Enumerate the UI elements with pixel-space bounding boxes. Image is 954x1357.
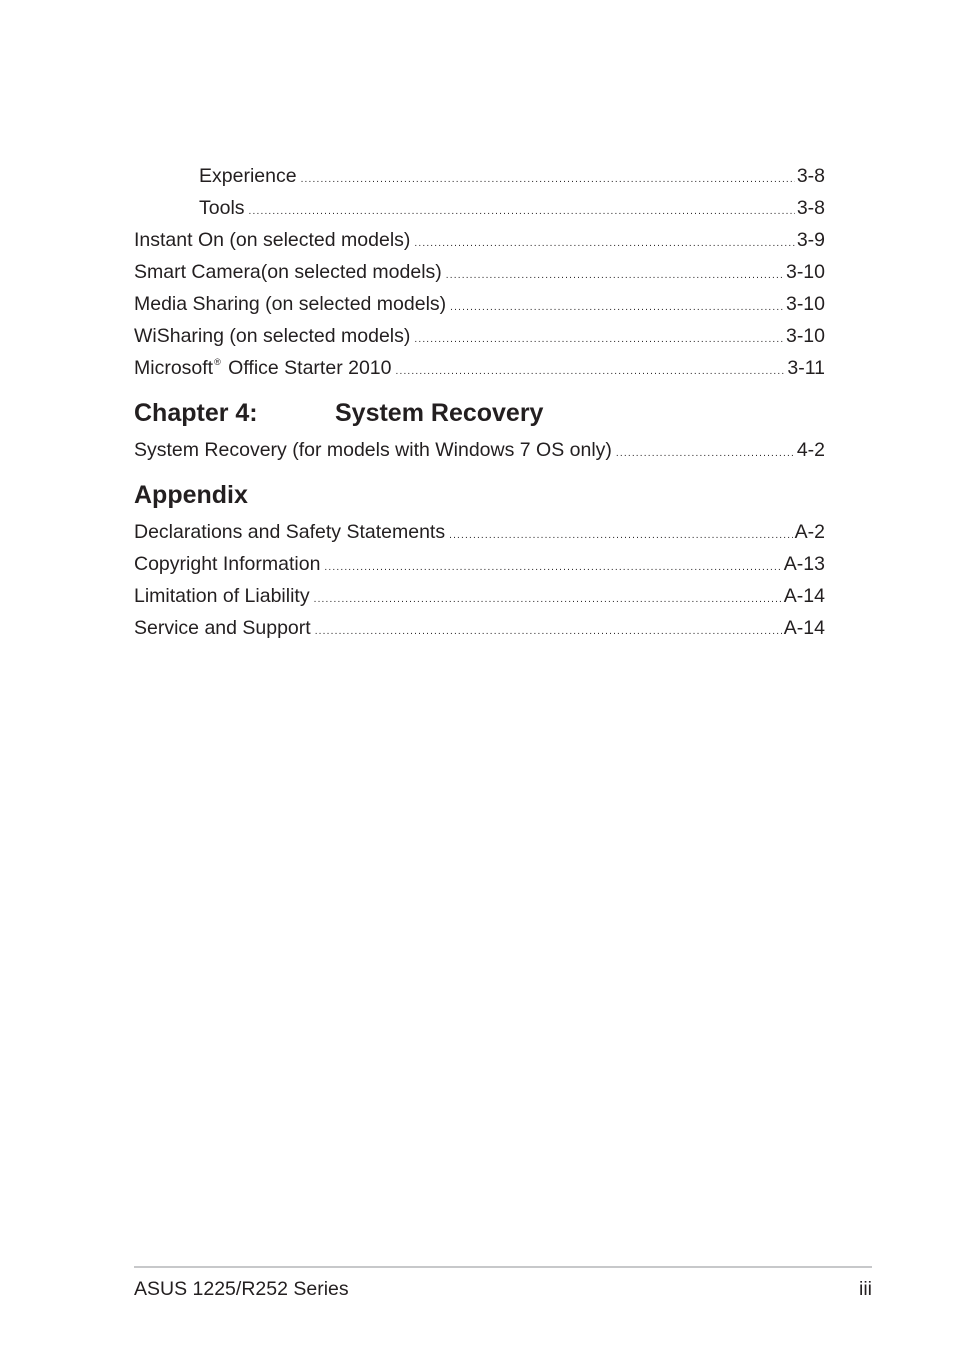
dot-leader (616, 438, 795, 470)
table-of-contents (134, 160, 825, 644)
footer-page-number: iii (859, 1278, 872, 1300)
toc-entry-service[interactable] (134, 612, 825, 644)
toc-entry-page: A-14 (783, 617, 825, 639)
toc-entry-title: Service and Support (134, 617, 311, 639)
chapter-4-heading (134, 384, 825, 434)
chapter-number: Chapter 4: (134, 399, 258, 427)
dot-leader (314, 584, 782, 616)
toc-entry-instant-on[interactable] (134, 224, 825, 256)
footer-product-name: ASUS 1225/R252 Series (134, 1278, 349, 1300)
toc-entry-title: Media Sharing (on selected models) (134, 293, 447, 315)
toc-entry-title-part: Office Starter 2010 (222, 357, 392, 379)
toc-entry-title: WiSharing (on selected models) (134, 325, 411, 347)
toc-entry-office-starter[interactable] (134, 352, 825, 384)
dot-leader (414, 228, 794, 260)
toc-entry-page: A-2 (794, 521, 825, 543)
toc-entry-page: 3-10 (785, 293, 825, 315)
toc-entry-title: Copyright Information (134, 553, 321, 575)
toc-entry-page: 3-9 (796, 229, 825, 251)
toc-entry-page: 3-8 (796, 197, 825, 219)
page-footer (134, 1275, 872, 1303)
toc-entry-copyright[interactable] (134, 548, 825, 580)
appendix-heading: Appendix (134, 481, 248, 509)
dot-leader (450, 292, 784, 324)
toc-entry-page: 3-11 (787, 357, 825, 379)
footer-divider (134, 1266, 872, 1268)
toc-entry-title: Experience (199, 165, 297, 187)
dot-leader (449, 520, 793, 552)
toc-entry-title-part: Microsoft (134, 357, 214, 379)
toc-entry-title: Limitation of Liability (134, 585, 310, 607)
toc-entry-experience[interactable] (134, 160, 825, 192)
dot-leader (414, 324, 784, 356)
toc-entry-page: A-13 (783, 553, 825, 575)
dot-leader (446, 260, 784, 292)
toc-entry-page: 4-2 (796, 439, 825, 461)
toc-entry-title: Instant On (on selected models) (134, 229, 411, 251)
chapter-title: System Recovery (335, 399, 544, 427)
toc-entry-tools[interactable] (134, 192, 825, 224)
toc-entry-media-sharing[interactable] (134, 288, 825, 320)
toc-entry-wisharing[interactable] (134, 320, 825, 352)
toc-entry-title: Smart Camera(on selected models) (134, 261, 442, 283)
toc-entry-page: 3-10 (785, 261, 825, 283)
toc-entry-title: Tools (199, 197, 245, 219)
dot-leader (301, 164, 795, 196)
toc-entry-limitation[interactable] (134, 580, 825, 612)
toc-entry-declarations[interactable] (134, 516, 825, 548)
registered-mark: ® (214, 357, 221, 367)
toc-entry-page: 3-8 (796, 165, 825, 187)
toc-entry-title (134, 352, 391, 384)
dot-leader (315, 616, 782, 648)
toc-entry-title: System Recovery (for models with Windows 7 OS only) (134, 439, 612, 461)
toc-entry-smart-camera[interactable] (134, 256, 825, 288)
toc-entry-page: A-14 (783, 585, 825, 607)
dot-leader (324, 552, 781, 584)
toc-entry-system-recovery[interactable] (134, 434, 825, 466)
toc-entry-page: 3-10 (785, 325, 825, 347)
toc-entry-title: Declarations and Safety Statements (134, 521, 446, 543)
